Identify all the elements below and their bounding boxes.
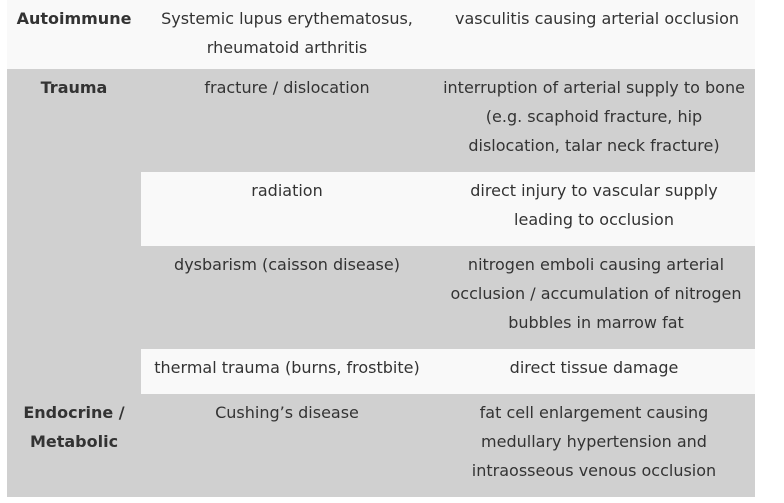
mechanism-cell: direct tissue damage: [433, 349, 755, 394]
mechanism-cell: nitrogen emboli causing arterial occlusion / accumulation of nitrogen bubbles in marrow fat: [433, 246, 755, 349]
mechanism-cell: interruption of arterial supply to bone (e.g. scaphoid fracture, hip dislocation, talar neck fracture): [433, 69, 755, 172]
category-cell-endocrine-metabolic: Endocrine / Metabolic: [7, 394, 141, 497]
cause-cell: radiation: [141, 172, 433, 246]
cause-cell: fracture / dislocation: [141, 69, 433, 172]
category-cell-autoimmune: Autoimmune: [7, 0, 141, 69]
cause-cell: dysbarism (caisson disease): [141, 246, 433, 349]
category-cell-trauma: Trauma: [7, 69, 141, 394]
mechanism-cell: fat cell enlargement causing medullary hypertension and intraosseous venous occlusion: [433, 394, 755, 497]
etiology-table: [7, 0, 755, 497]
mechanism-cell: vasculitis causing arterial occlusion: [433, 0, 755, 69]
mechanism-cell: direct injury to vascular supply leading to occlusion: [433, 172, 755, 246]
cause-cell: thermal trauma (burns, frostbite): [141, 349, 433, 394]
cause-cell: Systemic lupus erythematosus, rheumatoid arthritis: [141, 0, 433, 69]
cause-cell: Cushing’s disease: [141, 394, 433, 497]
